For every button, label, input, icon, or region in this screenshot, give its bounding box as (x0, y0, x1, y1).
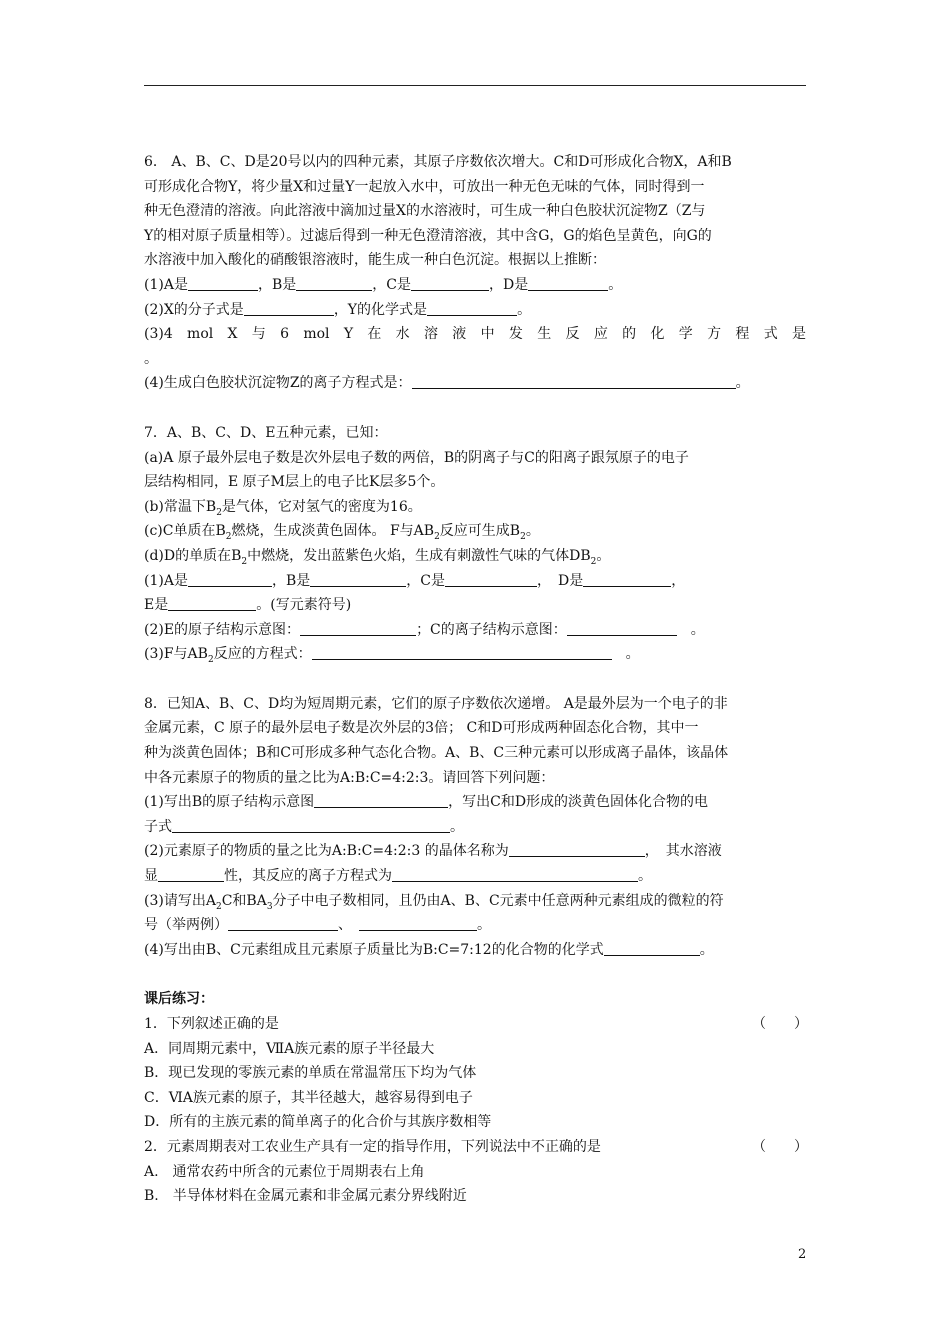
text: 。 (450, 818, 464, 835)
text: C和BA (221, 892, 267, 909)
q7-condition-c (144, 519, 806, 544)
text: 。 (596, 547, 611, 564)
text: (1)A是 (144, 276, 188, 293)
subscript: 2 (520, 532, 526, 543)
text: 分子中电子数相同，且仍由A、B、C元素中任意两种元素组成的微粒的符 (272, 892, 724, 909)
q6-line-1: 6． A、B、C、D是20号以内的四种元素，其原子序数依次增大。C和D可形成化合物X，A和B (144, 154, 732, 170)
header-rule (144, 85, 806, 86)
text: 反应的方程式： (213, 646, 312, 663)
subscript: 2 (241, 556, 248, 567)
q6-part-3: (3)4 mol X 与 6 mol Y 在 水 溶 液 中 发 生 反 应 的 化 学 方 程 式 是 (144, 326, 806, 343)
q7-part-1 (144, 569, 806, 594)
q8-line-4: 中各元素原子的物质的量之比为A:B:C=4:2:3。请回答下列问题： (144, 769, 555, 786)
answer-blank[interactable] (296, 275, 372, 291)
text: 是气体，它对氢气的密度为16。 (221, 498, 422, 515)
q7-part-1-e (144, 593, 806, 618)
q8-part-1-cont (144, 815, 806, 840)
text: 。 (525, 523, 540, 540)
q8-part-2 (144, 839, 806, 864)
exercise-2 (144, 1135, 806, 1160)
text: 号（举两例） (144, 917, 228, 934)
q8-part-2-cont (144, 864, 806, 889)
answer-blank[interactable] (172, 817, 450, 833)
exercise-1-option-a: A．同周期元素中，ⅦA族元素的原子半径最大 (144, 1040, 435, 1057)
text: ，写出C和D形成的淡黄色固体化合物的电 (448, 794, 709, 811)
text: (d)D的单质在B (144, 547, 242, 564)
answer-blank[interactable] (509, 841, 645, 857)
text: (4)写出由B、C元素组成且元素原子质量比为B:C=7:12的化合物的化学式 (144, 941, 604, 958)
answer-blank[interactable] (300, 620, 416, 636)
text: ， D是 (536, 572, 584, 589)
text: (3)请写出A (144, 892, 216, 909)
text: 。 (517, 301, 532, 318)
answer-blank[interactable] (188, 571, 272, 587)
subscript: 2 (216, 507, 222, 518)
answer-blank[interactable] (604, 940, 700, 956)
answer-paren[interactable]: （ ） (752, 1138, 808, 1155)
q6-part-2 (144, 298, 806, 323)
answer-blank[interactable] (359, 915, 477, 931)
answer-blank[interactable] (314, 792, 448, 808)
q8-part-4 (144, 938, 806, 963)
answer-blank[interactable] (567, 620, 677, 636)
subscript: 2 (207, 655, 214, 666)
q7-condition-a-2: 层结构相同，E 原子M层上的电子比K层多5个。 (144, 474, 445, 491)
q6-line-4: Y的相对原子质量相等）。过滤后得到一种无色澄清溶液，其中含G，G的焰色呈黄色，向G的 (144, 227, 712, 244)
text: ，B是 (271, 572, 311, 589)
exercise-2-option-b: B. 半导体材料在金属元素和非金属元素分界线附近 (144, 1188, 467, 1205)
q6-line-5: 水溶液中加入酸化的硝酸银溶液时，能生成一种白色沉淀。根据以上推断： (144, 252, 606, 269)
text: 性，其反应的离子方程式为 (224, 868, 392, 885)
text: E是 (144, 597, 169, 614)
answer-blank[interactable] (158, 866, 224, 882)
answer-blank[interactable] (411, 275, 489, 291)
q8-part-3-cont (144, 913, 806, 938)
text: ， (671, 572, 686, 589)
page-content (144, 150, 806, 1209)
q6-line-2: 可形成化合物Y，将少量X和过量Y一起放入水中，可放出一种无色无味的气体，同时得到一 (144, 178, 705, 195)
q7-condition-a-1: (a)A 原子最外层电子数是次外层电子数的两倍，B的阴离子与C的阳离子跟氖原子的电子 (144, 449, 689, 466)
text: (4)生成白色胶状沉淀物Z的离子方程式是： (144, 375, 412, 392)
text: ；C的离子结构示意图： (416, 621, 567, 638)
text: (c)C单质在B (144, 523, 226, 540)
exercise-1-option-c: C．ⅥA族元素的原子，其半径越大，越容易得到电子 (144, 1089, 473, 1106)
q8-part-1 (144, 790, 806, 815)
text: 。(写元素符号) (256, 597, 352, 614)
text: 、 (338, 917, 359, 934)
answer-blank[interactable] (188, 275, 258, 291)
text: 。 (699, 941, 714, 958)
text: 反应可生成B (439, 523, 521, 540)
q6-part-1 (144, 273, 806, 298)
answer-blank[interactable] (412, 373, 736, 389)
text: 。 (477, 917, 491, 934)
answer-blank[interactable] (528, 275, 608, 291)
answer-blank[interactable] (310, 571, 406, 587)
q7-condition-b (144, 495, 806, 520)
text: 。 (611, 646, 640, 663)
answer-blank[interactable] (427, 300, 517, 316)
answer-blank[interactable] (583, 571, 671, 587)
text: ，C是 (372, 276, 411, 293)
q6-part-4 (144, 371, 806, 396)
text: ，Y的化学式是 (333, 301, 428, 318)
q7-line-1: 7．A、B、C、D、E五种元素，已知： (144, 424, 388, 441)
text: 。 (608, 276, 623, 293)
q8-part-3 (144, 889, 806, 914)
exercise-1 (144, 1012, 806, 1037)
section-title: 课后练习： (144, 991, 214, 1008)
answer-blank[interactable] (312, 644, 612, 660)
q7-part-3 (144, 642, 806, 667)
text: (2)E的原子结构示意图： (144, 621, 301, 638)
text: ，D是 (488, 276, 529, 293)
q7-condition-d (144, 544, 806, 569)
answer-blank[interactable] (244, 300, 334, 316)
subscript: 2 (215, 901, 222, 912)
text: (2)X的分子式是 (144, 301, 244, 318)
text: ，C是 (406, 572, 445, 589)
q8-line-2: 金属元素，C 原子的最外层电子数是次外层的3倍； C和D可形成两种固态化合物，其中一 (144, 720, 699, 737)
q8-line-1: 8．已知A、B、C、D均为短周期元素，它们的原子序数依次递增。 A是最外层为一个电子的非 (144, 695, 728, 712)
answer-blank[interactable] (228, 915, 338, 931)
answer-paren[interactable]: （ ） (752, 1016, 808, 1032)
answer-blank[interactable] (445, 571, 537, 587)
text: 中燃烧，发出蓝紫色火焰，生成有刺激性气味的气体DB (247, 547, 591, 564)
page-number: 2 (798, 1247, 807, 1262)
subscript: 2 (225, 532, 232, 543)
subscript: 2 (434, 532, 440, 543)
answer-blank[interactable] (392, 866, 638, 882)
text: 。 (735, 375, 750, 392)
q7-part-2 (144, 618, 806, 643)
question-text: 2．元素周期表对工农业生产具有一定的指导作用，下列说法中不正确的是 (144, 1138, 601, 1155)
subscript: 2 (590, 556, 597, 567)
text: (3)F与AB (144, 646, 208, 663)
text: 燃烧，生成淡黄色固体。 F与AB (231, 523, 435, 540)
text: (2)元素原子的物质的量之比为A:B:C=4:2:3 的晶体名称为 (144, 843, 509, 860)
answer-blank[interactable] (168, 595, 256, 611)
exercise-1-option-b: B．现已发现的零族元素的单质在常温常压下均为气体 (144, 1065, 477, 1082)
text: 。 (676, 621, 705, 638)
text: ，B是 (257, 276, 297, 293)
text: 子式 (144, 818, 172, 835)
text: ， 其水溶液 (644, 843, 722, 860)
question-text: 1．下列叙述正确的是 (144, 1016, 279, 1032)
q8-line-3: 种为淡黄色固体；B和C可形成多种气态化合物。A、B、C三种元素可以形成离子晶体，该晶体 (144, 745, 729, 762)
exercise-1-option-d: D．所有的主族元素的简单离子的化合价与其族序数相等 (144, 1114, 492, 1131)
text: 显 (144, 868, 158, 885)
exercise-2-option-a: A. 通常农药中所含的元素位于周期表右上角 (144, 1163, 425, 1180)
text: 。 (638, 868, 652, 885)
text: (1)写出B的原子结构示意图 (144, 794, 315, 811)
q6-part-3-end: 。 (144, 350, 158, 367)
subscript: 3 (266, 901, 273, 912)
q6-line-3: 种无色澄清的溶液。向此溶液中滴加过量X的水溶液时，可生成一种白色胶状沉淀物Z（Z与 (144, 203, 706, 220)
text: (1)A是 (144, 572, 188, 589)
text: (b)常温下B (144, 498, 217, 515)
